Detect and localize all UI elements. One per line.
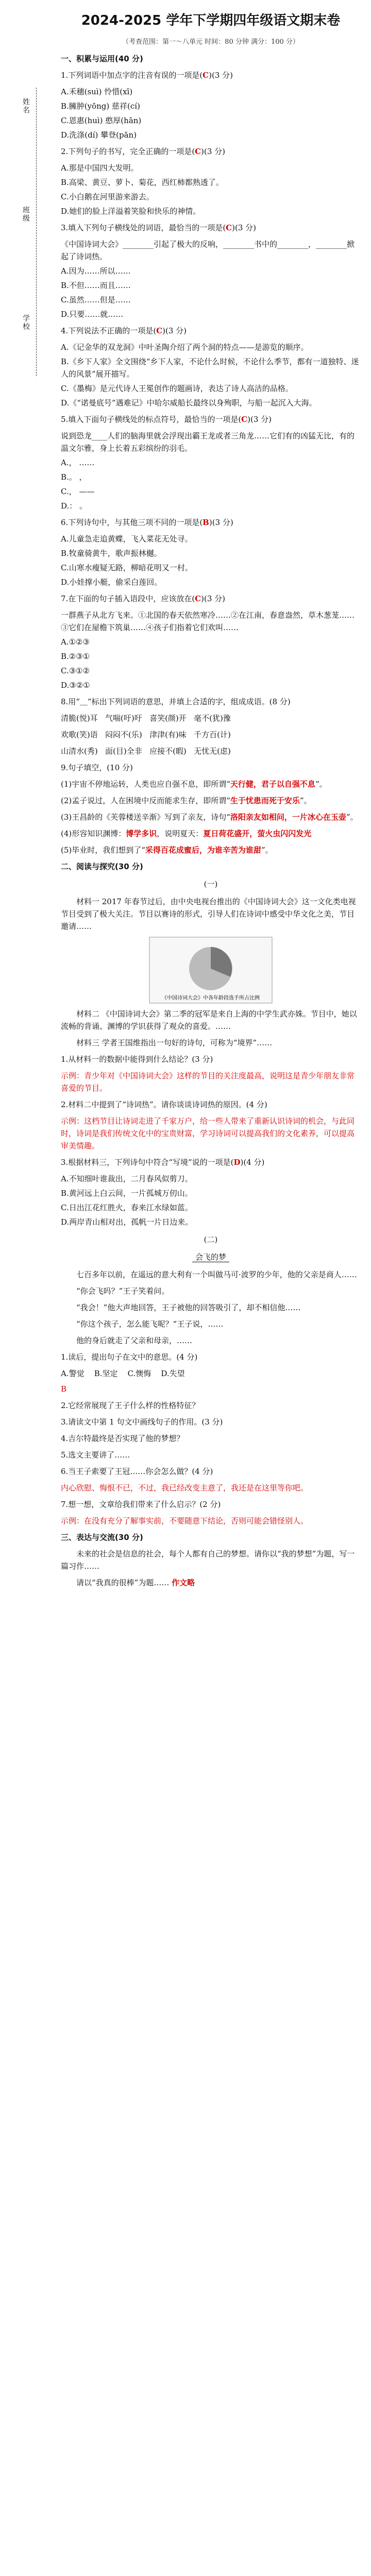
- q2-option: A.那是中国四大发明。: [61, 163, 139, 173]
- reading1-chart: [149, 937, 273, 1004]
- q9-text: ”。: [315, 779, 327, 789]
- q9-line-3: [61, 811, 361, 823]
- q9-text: ”。: [299, 796, 312, 806]
- composition-answer: 作文略: [172, 1578, 195, 1588]
- reading2-q7: 7.想一想，文章给我们带来了什么启示？(2 分): [61, 1500, 221, 1510]
- school-label: 学校: [22, 314, 30, 331]
- q6-answer: B: [203, 518, 209, 528]
- q7-stem: 7.在下面的句子插入语段中，应该放在(: [61, 594, 195, 604]
- q7-text: 一群燕子从北方飞来。①北国的春天依然寒冷……②在江南，春意盎然，草木葱茏……③它们在屋檐下筑巢……④孩子们指着它们欢叫……: [61, 611, 355, 633]
- q5-stem: 5.填入下面句子横线处的标点符号，最恰当的一项是(: [61, 415, 242, 425]
- reading1-q3-option: A.不知细叶谁裁出，二月春风似剪刀。: [61, 1174, 193, 1184]
- reading1-title: (一): [204, 879, 218, 889]
- q9-answer: 生于忧患而死于安乐: [230, 796, 300, 806]
- q8-item: 千方百(计): [194, 730, 231, 740]
- q6-stem: 6.下列诗句中，与其他三项不同的一项是(: [61, 518, 203, 528]
- reading2-title: (二): [204, 1235, 218, 1245]
- q8-item: 清脆(悦)耳: [61, 714, 98, 723]
- composition-stem: 未来的社会是信息的社会，每个人都有自己的梦想。请你以“我的梦想”为题，写一篇习作……: [61, 1549, 355, 1571]
- exam-content: [61, 7, 361, 1593]
- reading2-paragraph: “我会！”他大声地回答，王子被他的回答吸引了，却不相信他……: [76, 1303, 301, 1313]
- q2-tail: )(3 分): [201, 147, 225, 157]
- q9: 9.句子填空，(10 分): [61, 763, 133, 773]
- reading2-article-title-wrap: [61, 1251, 361, 1263]
- q9-line-5: [61, 844, 361, 856]
- reading1-q1: 1.从材料一的数据中能得到什么结论？(3 分): [61, 1055, 213, 1064]
- reading1-q3-tail: )(4 分): [240, 1158, 265, 1167]
- binding-dashed-line: [36, 88, 37, 376]
- q3-answer: C: [226, 223, 232, 233]
- q4-option: A.《记金华的双龙洞》中叶圣陶介绍了两个洞的特点——是游览的顺序。: [61, 343, 309, 352]
- reading2-q6: 6.当王子索要了王冠……你会怎么做？(4 分): [61, 1467, 213, 1477]
- q9-text: (3)王昌龄的《芙蓉楼送辛渐》写到了亲友，诗句“: [61, 812, 230, 822]
- q9-text: (1)宇宙不停地运转，人类也应自强不息，即所谓“: [61, 779, 230, 789]
- section-2-title: 二、阅读与探究(30 分): [61, 862, 143, 872]
- q9-line-1: [61, 778, 361, 790]
- q7-option: C.③①②: [61, 666, 90, 676]
- section-1-title: 一、积累与运用(40 分): [61, 54, 143, 64]
- q4-option: C.《墨梅》是元代诗人王冕创作的题画诗，表达了诗人高洁的品格。: [61, 384, 293, 394]
- q5-tail: )(3 分): [247, 415, 272, 425]
- q2-stem: 2.下列句子的书写，完全正确的一项是(: [61, 147, 195, 157]
- section-3-title: 三、表达与交流(30 分): [61, 1533, 143, 1543]
- q3-stem: 3.填入下列句子横线处的词语，最恰当的一项是(: [61, 223, 226, 233]
- reading1-q3-option: B.黄河远上白云间，一片孤城万仞山。: [61, 1189, 193, 1198]
- binding-margin: [0, 88, 56, 376]
- reading2-q6-answer: 内心欣慰、悔恨不已，不过，我已经改变主意了，我还是在这里等你吧。: [61, 1483, 309, 1493]
- q9-line-2: [61, 794, 361, 807]
- reading2-q2: 2.它经常展现了王子什么样的性格特征？: [61, 1401, 200, 1411]
- q9-text: ”。: [261, 845, 273, 855]
- q7-tail: )(3 分): [201, 594, 225, 604]
- q4-answer: C: [156, 326, 163, 336]
- q1-tail: )(3 分): [209, 71, 233, 80]
- q7-option: A.①②③: [61, 637, 90, 647]
- q8-item: 山清水(秀): [61, 747, 98, 756]
- q2-answer: C: [195, 147, 201, 157]
- q6-option: A.儿童急走追黄蝶，飞入菜花无处寻。: [61, 534, 193, 544]
- reading1-material-2: 材料二 《中国诗词大会》第二季的冠军是来自上海的中学生武亦姝。节目中，她以流畅的背诵、渊博的学识获得了观众的喜爱。……: [61, 1009, 357, 1031]
- q1-option: D.洗涤(dí) 攀登(pān): [61, 130, 137, 140]
- reading2-paragraph: 他的身后就走了父亲和母亲，……: [76, 1336, 193, 1346]
- q5-option: A.， ……: [61, 458, 95, 468]
- q8-item: 面(目)全非: [105, 747, 142, 756]
- q9-text: ，说明夏天：: [157, 829, 204, 839]
- exam-title: 2024-2025 学年下学期四年级语文期末卷: [81, 13, 341, 28]
- q2: [61, 145, 361, 158]
- q8-item: 无忧无(虑): [194, 747, 231, 756]
- q9-text: (5)毕业时，我们想到了“: [61, 845, 145, 855]
- q2-option: B.高梁、黄豆、萝卜、菊花，西红柿都熟透了。: [61, 178, 224, 188]
- q1-stem: 1.下列词语中加点字的注音有误的一项是(: [61, 71, 203, 80]
- reading2-q7-answer: 示例：在没有充分了解事实前，不要随意下结论，否则可能会错怪别人。: [61, 1516, 309, 1526]
- q7-option: B.②③①: [61, 652, 90, 662]
- q5-option: D.： 。: [61, 501, 88, 511]
- q7: [61, 592, 361, 605]
- q3-text: 《中国诗词大会》________引起了极大的反响，________书中的________，________掀起了诗词热。: [61, 240, 355, 262]
- q8-item: 喜笑(颜)开: [149, 714, 187, 723]
- reading1-q3-answer: D: [233, 1158, 241, 1167]
- q9-answer: 天行健，君子以自强不息: [230, 779, 315, 789]
- q1: [61, 69, 361, 81]
- q3-option: B.不但……而且……: [61, 281, 131, 291]
- q8-item: 毫不(犹)豫: [194, 714, 231, 723]
- q8-item: 气喘(吁)吁: [105, 714, 142, 723]
- q8-row: [61, 728, 361, 741]
- reading1-q3-stem: 3.根据材料三，下列诗句中符合“写境”说的一项是(: [61, 1158, 234, 1167]
- reading2-q4: 4.吉尔特最终是否实现了他的梦想？: [61, 1434, 184, 1444]
- q2-option: C.小白鹅在河里游来游去。: [61, 192, 154, 202]
- class-label: 班级: [22, 206, 30, 223]
- reading1-q3: [61, 1156, 361, 1168]
- q6-tail: )(3 分): [209, 518, 233, 528]
- reading2-article-title: 会飞的梦: [192, 1252, 229, 1262]
- q8-item: 应接不(暇): [149, 747, 187, 756]
- reading2-q1-answer: B: [61, 1384, 67, 1394]
- q5-option: B.。 ，: [61, 472, 87, 482]
- reading2-q1-option: C.懊悔: [127, 1369, 151, 1379]
- q4-stem: 4.下列说法不正确的一项是(: [61, 326, 157, 336]
- q9-answer: 采得百花成蜜后，为谁辛苦为谁甜: [145, 845, 261, 855]
- reading2-q1-options: [61, 1367, 361, 1380]
- composition-prompt-text: 请以“我真的很棒”为题……: [76, 1578, 170, 1588]
- reading2-q1-option: D.失望: [161, 1369, 185, 1379]
- reading2-paragraph: “你会飞吗？”王子笑着问。: [76, 1286, 170, 1296]
- reading2-q1: 1.读后，提出句子在文中的意思。(4 分): [61, 1352, 198, 1362]
- reading1-material-1: 材料一 2017 年春节过后，由中央电视台推出的《中国诗词大会》这一文化类电视节目受到了极大关注。节目以赛诗的形式，引导人们在诗词中感受中华文化之美，节目邀请……: [61, 897, 356, 931]
- q3: [61, 222, 361, 234]
- reading1-q1-answer: 示例：青少年对《中国诗词大会》这样的节目的关注度最高，说明这是青少年朋友非常喜爱的节目。: [61, 1071, 355, 1093]
- q5-text: 说到恐龙____人们的脑海里就会浮现出霸王龙或者三角龙……它们有的凶猛无比，有的温文尔雅，身上长着五彩缤纷的羽毛。: [61, 431, 355, 453]
- composition-prompt: [61, 1577, 361, 1589]
- q1-option: A.禾穗(suì) 怜惜(xī): [61, 87, 133, 97]
- q9-text: (4)形容知识渊博：: [61, 829, 126, 839]
- q4: [61, 325, 361, 337]
- q4-option: D.《“诺曼底号”遇难记》中哈尔威船长最终以身殉职，与船一起沉入大海。: [61, 398, 317, 408]
- q9-line-4: [61, 827, 361, 840]
- q1-option: C.恩惠(huì) 憨厚(hān): [61, 116, 142, 126]
- q8: 8.用“＿”标出下列词语的意思，并填上合适的字，组成成语。(8 分): [61, 697, 291, 707]
- reading1-q2-answer: 示例：这档节目让诗词走进了千家万户，给一些人带来了重新认识诗词的机会，与此同时，诗词是我们传统文化中的宝贵财富，学习诗词可以提高我们的文化素养，可以提高审美情趣。: [61, 1116, 355, 1151]
- reading2-paragraph: “你这个孩子，怎么能飞呢？”王子说，……: [76, 1319, 224, 1329]
- q2-option: D.她们的脸上洋溢着笑脸和快乐的神情。: [61, 207, 201, 216]
- reading2-q1-option: A.警觉: [61, 1369, 85, 1379]
- reading2-q3: 3.请读文中第 1 句文中画线句子的作用。(3 分): [61, 1417, 223, 1427]
- q3-option: D.只要……就……: [61, 310, 124, 319]
- q8-item: 津津(有)味: [149, 730, 187, 740]
- q6-option: C.山寒水瘦疑无路，柳暗花明又一村。: [61, 563, 193, 573]
- q8-row: [61, 712, 361, 724]
- reading2-q5: 5.选文主要讲了……: [61, 1450, 130, 1460]
- q9-answer: 洛阳亲友如相问，一片冰心在玉壶: [230, 812, 346, 822]
- q5-option: C.， ——: [61, 487, 95, 497]
- q9-text: (2)孟子说过，人在困境中反而能求生存，即所谓“: [61, 796, 230, 806]
- chart-caption: 《中国诗词大会》中各年龄段选手所占比例: [162, 995, 260, 1002]
- name-label: 姓名: [22, 98, 30, 114]
- q5-answer: C: [241, 415, 248, 425]
- q6-option: D.小娃撑小艇，偷采白莲回。: [61, 578, 162, 587]
- q1-option: B.臃肿(yōng) 慈祥(cí): [61, 101, 140, 111]
- q8-item: 欢歌(笑)语: [61, 730, 98, 740]
- q1-answer: C: [203, 71, 209, 80]
- q4-option: B.《乡下人家》全文围绕“乡下人家，不论什么时候，不论什么季节，都有一道独特、迷人的风景”展开描写。: [61, 357, 359, 379]
- q4-tail: )(3 分): [162, 326, 187, 336]
- q9-answer: 博学多识: [126, 829, 157, 839]
- q5: [61, 413, 361, 426]
- q3-tail: )(3 分): [232, 223, 256, 233]
- reading1-q2: 2.材料二中提到了“诗词热”。请你谈谈诗词热的原因。(4 分): [61, 1100, 267, 1110]
- reading2-paragraph: 七百多年以前，在遥远的意大利有一个叫做马可·波罗的少年，他的父亲是商人……: [76, 1270, 357, 1280]
- reading1-material-3: 材料三 学者王国维指出一句好的诗句，可称为“境界”……: [76, 1038, 273, 1048]
- q8-item: 闷闷不(乐): [105, 730, 142, 740]
- q9-answer: 夏日荷花盛开，萤火虫闪闪发光: [203, 829, 312, 839]
- reading1-q3-option: C.日出江花红胜火，春来江水绿如蓝。: [61, 1203, 193, 1213]
- q3-option: A.因为……所以……: [61, 266, 131, 276]
- exam-info: （考查范围：第一～八单元 时间：80 分钟 满分：100 分）: [122, 38, 299, 46]
- q7-answer: C: [195, 594, 201, 604]
- reading1-q3-option: D.两岸青山相对出，孤帆一片日边来。: [61, 1217, 193, 1227]
- q7-option: D.③②①: [61, 681, 90, 690]
- q6: [61, 516, 361, 529]
- q3-option: C.虽然……但是……: [61, 295, 131, 305]
- reading2-q1-option: B.坚定: [94, 1369, 118, 1379]
- q8-row: [61, 745, 361, 757]
- q9-text: ”。: [346, 812, 358, 822]
- q6-option: B.牧童骑黄牛，歌声振林樾。: [61, 549, 162, 558]
